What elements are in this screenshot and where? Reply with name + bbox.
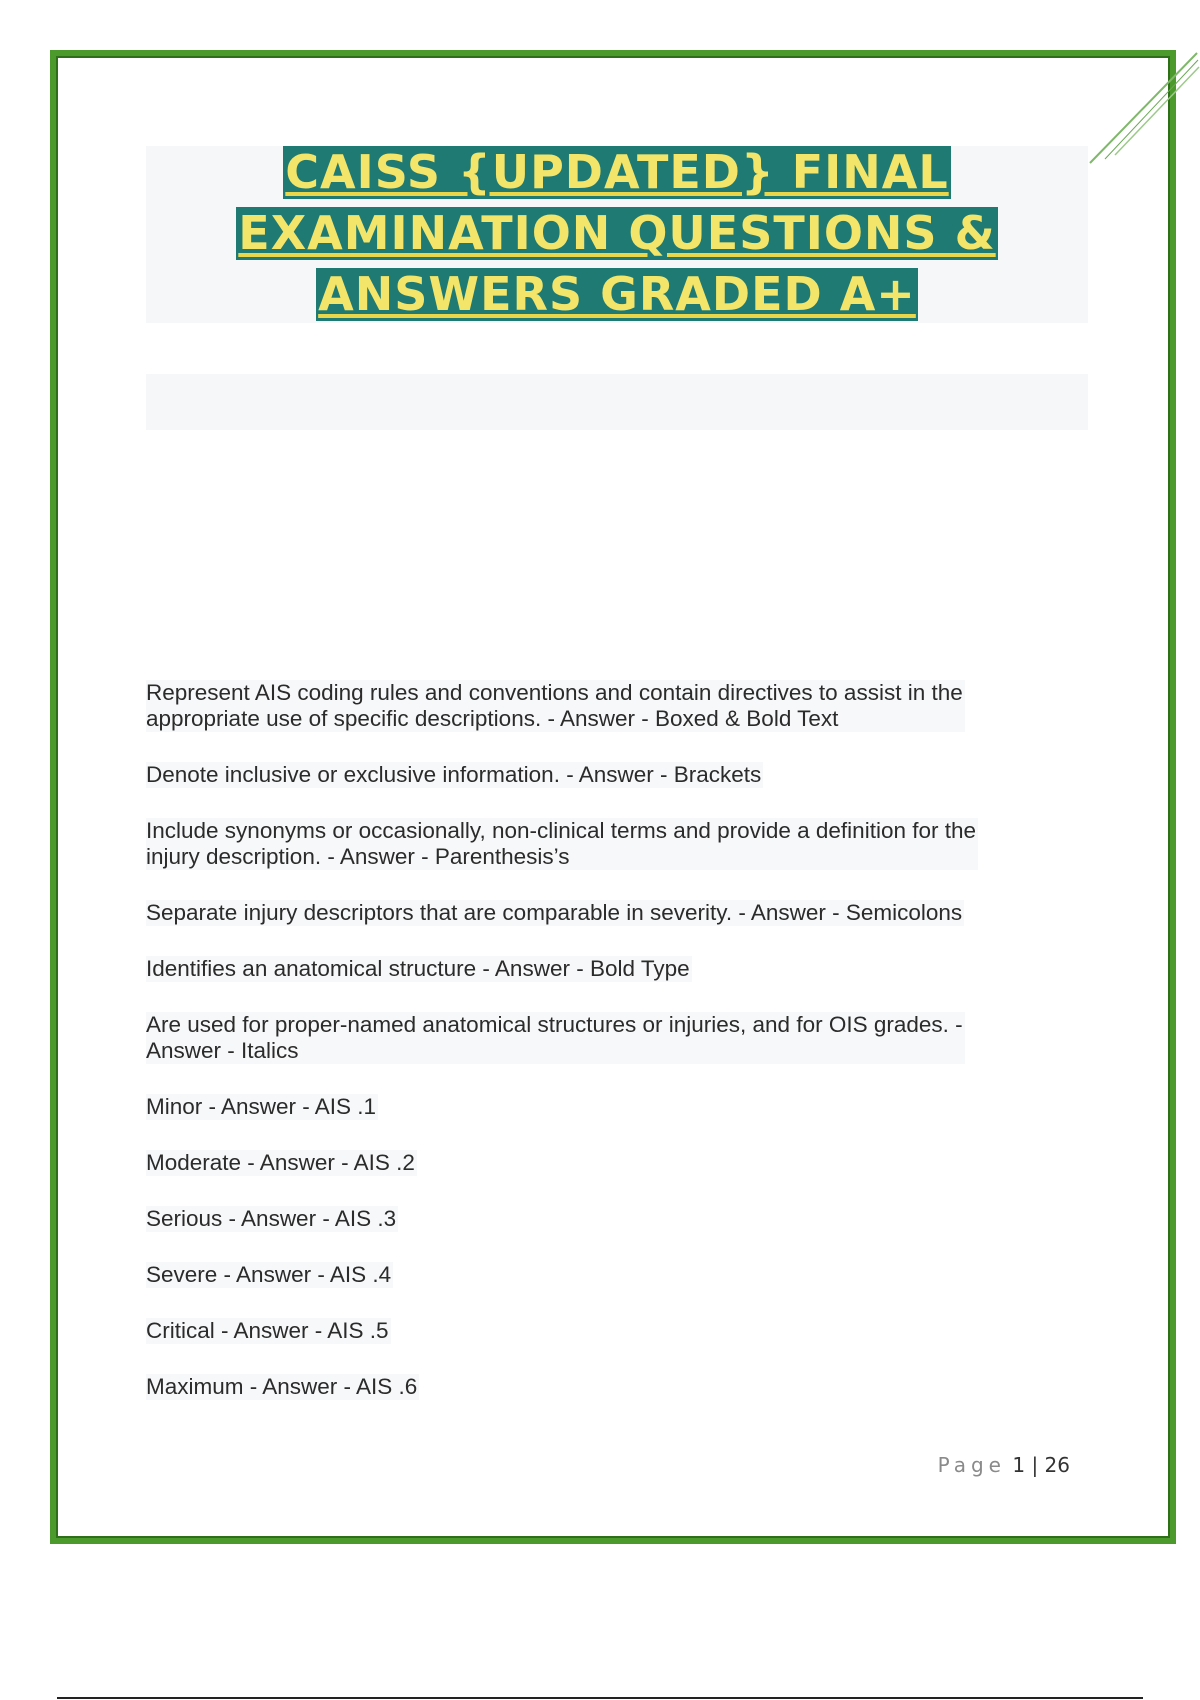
qa-item: [146, 900, 964, 926]
total-pages: 26: [1044, 1453, 1070, 1477]
qa-item-line: Represent AIS coding rules and conventions and contain directives to assist in the: [146, 680, 963, 705]
qa-item-line: Identifies an anatomical structure - Answer - Bold Type: [146, 956, 690, 981]
qa-item: [146, 956, 692, 982]
qa-item: [146, 1206, 398, 1232]
qa-item: [146, 1262, 393, 1288]
page-label: Page: [937, 1453, 1006, 1477]
qa-item: [146, 680, 965, 732]
page-number: [900, 1453, 1070, 1477]
qa-item-line: Answer - Italics: [146, 1038, 299, 1063]
qa-item-line: Severe - Answer - AIS .4: [146, 1262, 392, 1287]
qa-item-line: injury description. - Answer - Parenthesis’s: [146, 844, 570, 869]
qa-item-line: appropriate use of specific descriptions. - Answer - Boxed & Bold Text: [146, 706, 839, 731]
title-line-2: EXAMINATION QUESTIONS &: [238, 206, 996, 260]
qa-item: [146, 762, 763, 788]
qa-item: [146, 1318, 391, 1344]
qa-item-line: Denote inclusive or exclusive information. - Answer - Brackets: [146, 762, 762, 787]
corner-decoration: [1085, 45, 1200, 170]
current-page: 1: [1012, 1453, 1026, 1477]
title-line-1: CAISS {UPDATED} FINAL: [285, 145, 949, 199]
qa-list: [146, 680, 1088, 1430]
bottom-rule: [57, 1697, 1143, 1699]
qa-item-line: Maximum - Answer - AIS .6: [146, 1374, 418, 1399]
qa-item: [146, 1374, 419, 1400]
qa-item: [146, 818, 978, 870]
qa-item-line: Minor - Answer - AIS .1: [146, 1094, 377, 1119]
page-separator: |: [1031, 1453, 1039, 1477]
qa-item: [146, 1094, 378, 1120]
qa-item-line: Include synonyms or occasionally, non-clinical terms and provide a definition for the: [146, 818, 977, 843]
title-line-3: ANSWERS GRADED A+: [318, 267, 916, 321]
title-block: [146, 146, 1088, 323]
qa-item-line: Are used for proper-named anatomical structures or injuries, and for OIS grades. -: [146, 1012, 963, 1037]
qa-item-line: Separate injury descriptors that are comparable in severity. - Answer - Semicolons: [146, 900, 963, 925]
qa-item: [146, 1012, 965, 1064]
qa-item-line: Critical - Answer - AIS .5: [146, 1318, 389, 1343]
qa-item-line: Moderate - Answer - AIS .2: [146, 1150, 415, 1175]
qa-item: [146, 1150, 417, 1176]
qa-item-line: Serious - Answer - AIS .3: [146, 1206, 397, 1231]
blank-band: [146, 374, 1088, 430]
